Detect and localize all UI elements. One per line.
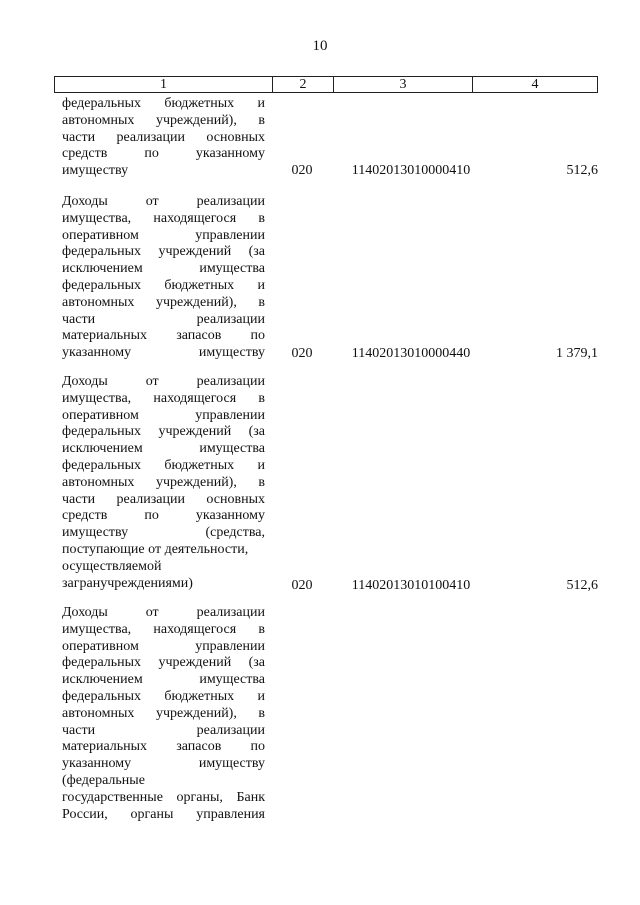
description-line: федеральных бюджетных и [62,457,265,473]
description-line: имущества, находящегося в [62,390,265,406]
description-line: указанному имуществу [62,345,265,361]
description-line: средств по указанному [62,146,265,162]
description-line: оперативном управлении [62,638,265,654]
description-line: исключением имущества [62,261,265,277]
description-line: исключением имущества [62,672,265,688]
row-code: 020 [291,346,313,361]
description-line: части реализации основных [62,129,265,145]
row-description [62,374,265,592]
header-col-4: 4 [531,77,539,92]
description-line: автономных учреждений), в [62,112,265,128]
description-line: федеральных учреждений (за [62,424,265,440]
description-line: загранучреждениями) [62,575,193,591]
description-line: поступающие от деятельности, [62,541,249,557]
description-line: государственные органы, Банк [62,789,265,805]
row-amount: 1 379,1 [556,346,598,361]
description-line: имущества, находящегося в [62,210,265,226]
header-col-1: 1 [55,77,273,92]
description-line: оперативном управлении [62,227,265,243]
description-line: имущества, находящегося в [62,621,265,637]
description-line: исключением имущества [62,441,265,457]
row-code: 020 [291,163,313,178]
row-description [62,194,265,362]
description-line: материальных запасов по [62,739,265,755]
row-kbk: 11402013010100410 [351,578,471,593]
row-description [62,605,265,823]
description-line: оперативном управлении [62,407,265,423]
description-line: материальных запасов по [62,328,265,344]
description-line: имуществу [62,163,129,179]
description-line: указанному имуществу [62,756,265,772]
description-line: автономных учреждений), в [62,294,265,310]
description-line: федеральных бюджетных и [62,688,265,704]
description-line: России, органы управления [62,806,265,822]
description-line: федеральных бюджетных и [62,277,265,293]
description-line: части реализации [62,722,265,738]
row-amount: 512,6 [566,163,598,178]
description-line: Доходы от реализации [62,374,265,389]
page-number: 10 [312,38,328,54]
description-line: Доходы от реализации [62,194,265,209]
description-line: автономных учреждений), в [62,705,265,721]
row-code: 020 [291,578,313,593]
description-line: части реализации [62,311,265,327]
description-line: Доходы от реализации [62,605,265,620]
row-amount: 512,6 [566,578,598,593]
table-header [54,76,598,93]
description-line: автономных учреждений), в [62,474,265,490]
description-line: осуществляемой [62,558,162,574]
row-kbk: 11402013010000410 [351,163,471,178]
description-line: части реализации основных [62,491,265,507]
description-line: имуществу (средства, [62,525,265,541]
description-line: (федеральные [62,772,145,788]
header-col-3: 3 [334,77,473,92]
description-line: федеральных бюджетных и [62,96,265,111]
row-description [62,96,265,180]
row-kbk: 11402013010000440 [351,346,471,361]
description-line: средств по указанному [62,508,265,524]
description-line: федеральных учреждений (за [62,244,265,260]
description-line: федеральных учреждений (за [62,655,265,671]
header-col-2: 2 [273,77,334,92]
